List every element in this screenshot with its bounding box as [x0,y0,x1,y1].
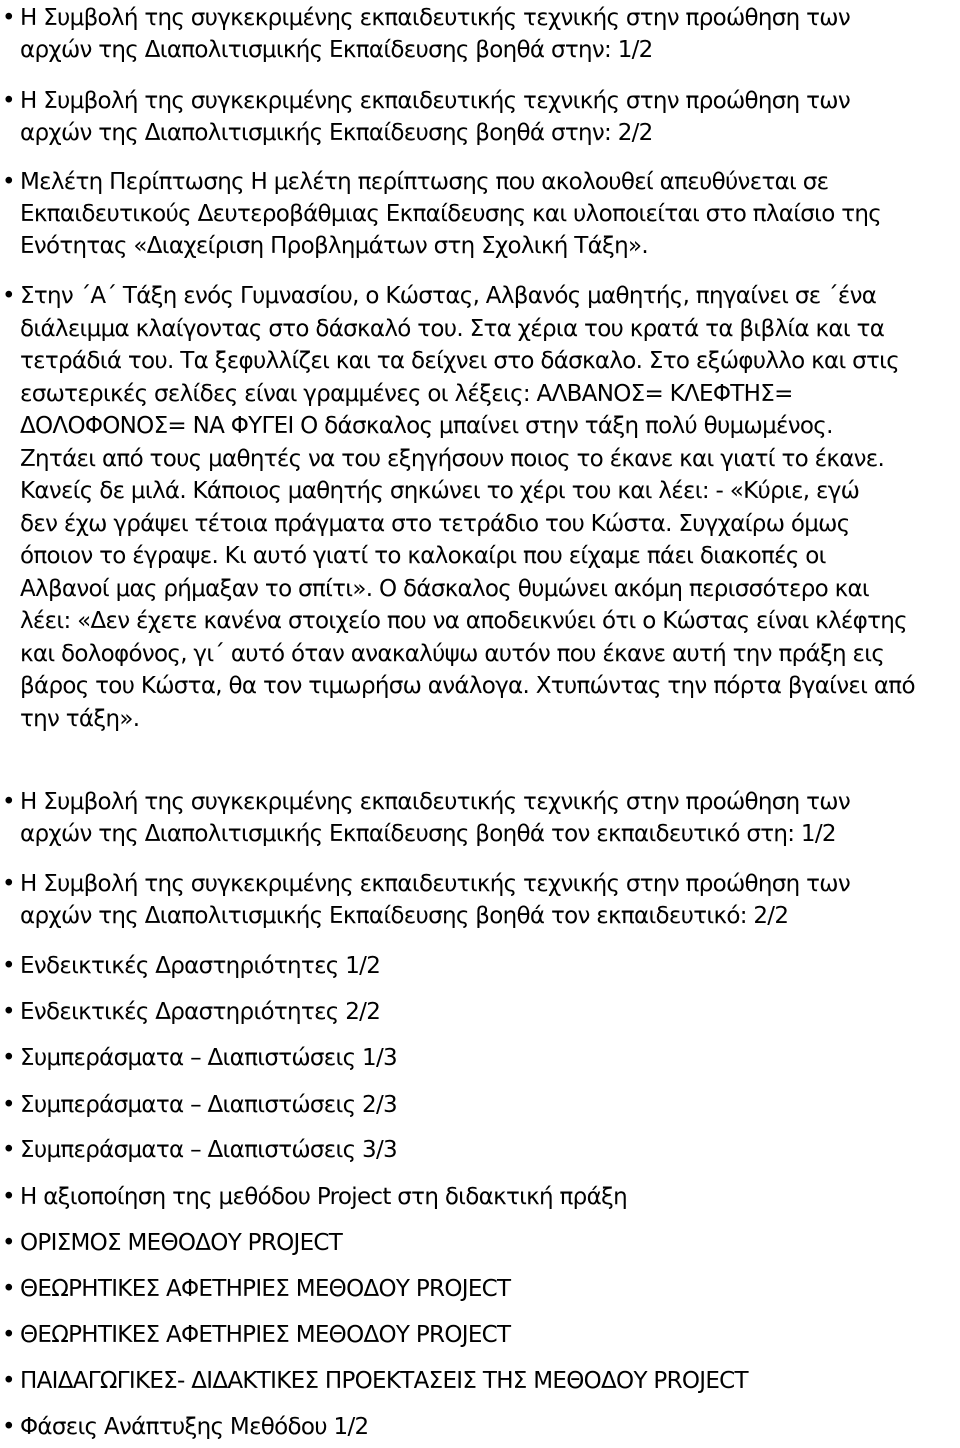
list-item [2,1365,956,1397]
list-item-text: ΘΕΩΡΗΤΙΚΕΣ ΑΦΕΤΗΡΙΕΣ ΜΕΘΟΔΟΥ PROJECT [20,1276,511,1302]
list-item-text: Συμπεράσματα – Διαπιστώσεις 2/3 [20,1092,397,1118]
list-item-text: ΠΑΙΔΑΓΩΓΙΚΕΣ- ΔΙΔΑΚΤΙΚΕΣ ΠΡΟΕΚΤΑΣΕΙΣ ΤΗΣ ΜΕΘΟΔΟΥ PROJECT [20,1368,748,1394]
list-item-text: Στην ΄Α΄ Τάξη ενός Γυμνασίου, ο Κώστας, Αλβανός μαθητής, πηγαίνει σε ΄ένα διάλειμμα κλαίγοντας στο δάσκαλό του. Στα χέρια του κρατά τα βιβλία και τα τετράδιά του. Τα ξεφυλλίζει και τα δείχνει στο δάσκαλο. Στο εξώφυλλο και στις εσωτερικές σελίδες είναι γραμμένες οι λέξεις: ΑΛΒΑΝΟΣ= ΚΛΕΦΤΗΣ= ΔΟΛΟΦΟΝΟΣ= ΝΑ ΦΥΓΕΙ Ο δάσκαλος μπαίνει στην τάξη πολύ θυμωμένος. Ζητάει από τους μαθητές να του εξηγήσουν ποιος το έκανε και γιατί το έκανε. Κανείς δε μιλά. Κάποιος μαθητής σηκώνει το χέρι του και λέει: - «Κύριε, εγώ δεν έχω γράψει τέτοια πράγματα στο τετράδιο του Κώστα. Συγχαίρω όμως όποιον το έγραψε. Κι αυτό γιατί το καλοκαίρι που είχαμε πάει διακοπές οι Αλβανοί μας ρήμαξαν το σπίτι». Ο δάσκαλος θυμώνει ακόμη περισσότερο και λέει: «Δεν έχετε κανένα στοιχείο που να αποδεικνύει ότι ο Κώστας είναι κλέφτης και δολοφόνος, γι΄ αυτό όταν ανακαλύψω αυτόν που έκανε αυτή την πράξη εις βάρος του Κώστα, θα τον τιμωρήσω ανάλογα. Χτυπώντας την πόρτα βγαίνει από την τάξη». [20,283,915,732]
list-item-text: Συμπεράσματα – Διαπιστώσεις 1/3 [20,1045,397,1071]
list-item-text: Η αξιοποίηση της μεθόδου Project στη διδακτική πράξη [20,1184,628,1210]
list-item-text: Συμπεράσματα – Διαπιστώσεις 3/3 [20,1137,397,1163]
bullet-icon: • [2,1322,15,1348]
list-item-text: Η Συμβολή της συγκεκριμένης εκπαιδευτικής τεχνικής στην προώθηση των αρχών της Διαπολιτισμικής Εκπαίδευσης βοηθά τον εκπαιδευτικό στη: 1/2 [20,789,850,847]
bullet-icon: • [2,1092,15,1118]
list-item [2,1042,956,1074]
list-item-text: Η Συμβολή της συγκεκριμένης εκπαιδευτικής τεχνικής στην προώθηση των αρχών της Διαπολιτισμικής Εκπαίδευσης βοηθά στην: 1/2 [20,5,850,63]
bullet-icon: • [2,88,15,114]
list-item-text: ΟΡΙΣΜΟΣ ΜΕΘΟΔΟΥ PROJECT [20,1230,343,1256]
list-item [2,1319,956,1351]
list-item [2,85,956,149]
list-item [2,2,956,66]
bullet-icon: • [2,5,15,31]
bullet-icon: • [2,1414,15,1440]
list-item [2,786,956,850]
bullet-icon: • [2,1230,15,1256]
bullet-icon: • [2,1276,15,1302]
list-item-text: Η Συμβολή της συγκεκριμένης εκπαιδευτικής τεχνικής στην προώθηση των αρχών της Διαπολιτισμικής Εκπαίδευσης βοηθά τον εκπαιδευτικό: 2/2 [20,871,850,929]
list-item-text: Φάσεις Ανάπτυξης Μεθόδου 1/2 [20,1414,369,1440]
list-item-text: Ενδεικτικές Δραστηριότητες 1/2 [20,953,381,979]
bullet-icon: • [2,1045,15,1071]
list-item [2,1411,956,1443]
bullet-icon: • [2,1368,15,1394]
list-item [2,1134,956,1166]
bullet-icon: • [2,283,15,309]
bullet-icon: • [2,999,15,1025]
list-item-text: Μελέτη Περίπτωσης Η μελέτη περίπτωσης που ακολουθεί απευθύνεται σε Εκπαιδευτικούς Δευτεροβάθμιας Εκπαίδευσης και υλοποιείται στο πλαίσιο της Ενότητας «Διαχείριση Προβλημάτων στη Σχολική Τάξη». [20,169,882,259]
bullet-icon: • [2,1184,15,1210]
list-item [2,1181,956,1213]
list-item [2,996,956,1028]
list-item [2,950,956,982]
list-item-text: Ενδεικτικές Δραστηριότητες 2/2 [20,999,381,1025]
bullet-icon: • [2,1137,15,1163]
bullet-icon: • [2,789,15,815]
list-item [2,1227,956,1259]
list-item [2,166,956,262]
bullet-icon: • [2,953,15,979]
list-item-text: Η Συμβολή της συγκεκριμένης εκπαιδευτικής τεχνικής στην προώθηση των αρχών της Διαπολιτισμικής Εκπαίδευσης βοηθά στην: 2/2 [20,88,850,146]
list-item [2,280,956,735]
list-item [2,1089,956,1121]
bullet-icon: • [2,169,15,195]
list-item-text: ΘΕΩΡΗΤΙΚΕΣ ΑΦΕΤΗΡΙΕΣ ΜΕΘΟΔΟΥ PROJECT [20,1322,511,1348]
list-item [2,1273,956,1305]
list-item [2,868,956,932]
bullet-icon: • [2,871,15,897]
